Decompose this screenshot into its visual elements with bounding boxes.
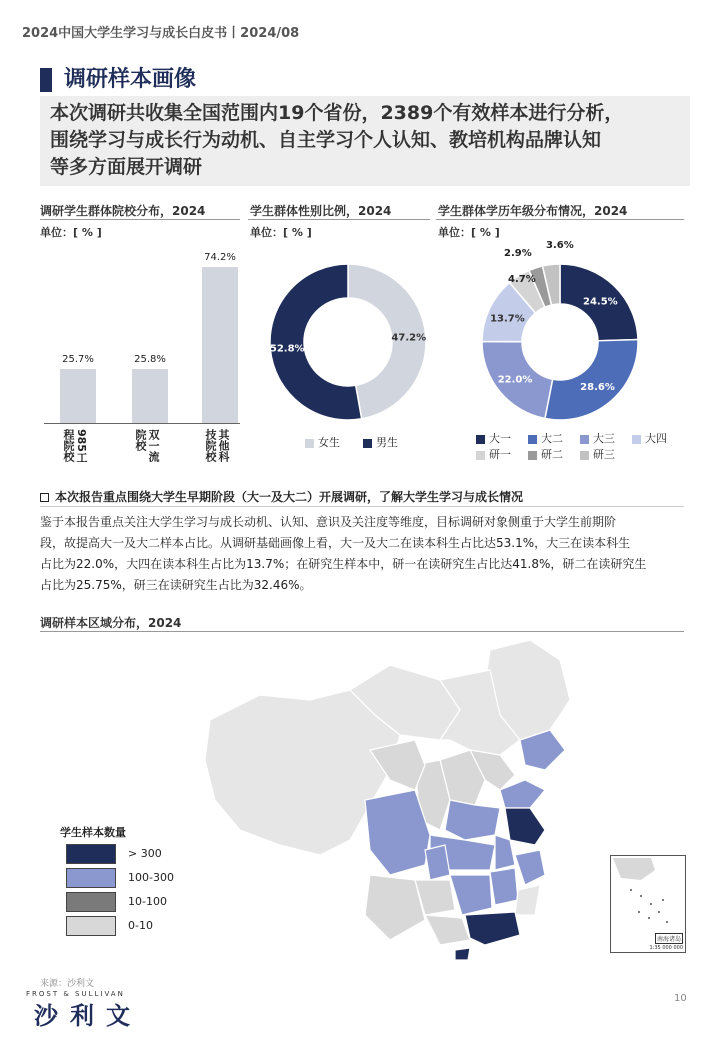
legend-label: 大三 [593, 432, 615, 445]
legend-label: 男生 [376, 436, 398, 449]
map-region-chongqing [425, 845, 450, 880]
inset-label: 南海诸岛 [655, 933, 683, 944]
donut-callout-label: 4.7% [508, 274, 536, 285]
bar-category-label [62, 429, 88, 463]
map-title: 调研样本区域分布，2024 [40, 616, 182, 630]
divider [248, 219, 430, 220]
inset-map [611, 856, 685, 936]
bar-value-label: 25.8% [134, 353, 166, 365]
map-region-fujian [515, 885, 540, 915]
legend-label: 研一 [489, 448, 511, 461]
map-legend-row [66, 844, 196, 866]
note-body [40, 512, 646, 596]
legend-item [476, 446, 511, 462]
note-line: 鉴于本报告重点关注大学生学习与成长动机、认知、意识及关注度等维度，目标调研对象侧重于大学生前期阶 [40, 515, 617, 529]
legend-label: 女生 [318, 436, 340, 449]
legend-item [580, 446, 615, 462]
bar-category-text: 985工 [75, 429, 88, 463]
gender-donut [268, 262, 428, 422]
map-legend-row [66, 916, 196, 938]
donut-callout-label: 3.6% [546, 240, 574, 251]
legend-item [528, 446, 563, 462]
legend-item [476, 430, 511, 446]
map-region-jiangsu [505, 808, 545, 845]
legend-item [528, 430, 563, 446]
map-region-hunan [450, 875, 492, 915]
map-region-zhejiang [515, 850, 545, 885]
title-accent-bar [40, 68, 52, 92]
map-region-yunnan [365, 875, 425, 940]
logo-en: FROST & SULLIVAN [26, 990, 125, 998]
grade-callouts [480, 236, 640, 285]
legend-swatch [476, 451, 485, 460]
donut-callout-label: 2.9% [504, 248, 532, 259]
source-note: 来源：沙利文 [40, 979, 95, 989]
legend-swatch [580, 435, 589, 444]
map-region-guangxi [425, 915, 470, 945]
map-legend-swatch [66, 844, 116, 864]
bar [60, 369, 96, 423]
unit-label: 单位：[ % ] [438, 226, 500, 239]
legend-swatch [632, 435, 641, 444]
document-header: 2024中国大学生学习与成长白皮书丨2024/08 [22, 26, 300, 41]
page-number: 10 [674, 993, 687, 1004]
note-line: 占比为22.0%，大四在读本科生占比为13.7%；在研究生样本中，研一在读研究生占比达41.8%，研二在读研究生 [40, 557, 647, 571]
south-sea-inset [610, 855, 686, 953]
donut-value-label: 52.8% [269, 343, 305, 355]
map-legend-swatch [66, 868, 116, 888]
donut-slice [270, 264, 362, 420]
bar-category-text: 院校 [134, 429, 147, 451]
map-legend-title: 学生样本数量 [60, 826, 126, 839]
map-region-guangdong [465, 912, 520, 945]
legend-item [305, 434, 340, 450]
legend-label: 大四 [645, 432, 667, 445]
donut-value-label: 47.2% [391, 332, 427, 344]
summary-line: 等多方面展开调研 [50, 156, 203, 178]
map-legend-label: 0-10 [128, 919, 153, 932]
chart-title-grade: 学生群体学历年级分布情况，2024 [438, 204, 628, 218]
donut-value-label: 13.7% [490, 313, 525, 325]
bar-category-text: 其他科 [217, 429, 230, 462]
legend-item [632, 430, 667, 446]
bar [132, 369, 168, 423]
summary-box [40, 96, 690, 186]
map-region-hainan [455, 948, 470, 960]
map-region-jiangxi [490, 868, 518, 905]
divider [436, 219, 684, 220]
inset-scale: 1:35 000 000 [649, 945, 683, 951]
map-legend-row [66, 868, 196, 890]
legend-item [363, 434, 398, 450]
map-legend-label: 100-300 [128, 871, 174, 884]
divider [40, 219, 240, 220]
divider [40, 631, 684, 632]
unit-label: 单位：[ % ] [250, 226, 312, 239]
chart-title-school: 调研学生群体院校分布，2024 [40, 204, 206, 218]
unit-label: 单位：[ % ] [40, 226, 102, 239]
legend-label: 研二 [541, 448, 563, 461]
summary-line: 本次调研共收集全国范围内19个省份，2389个有效样本进行分析， [50, 102, 624, 124]
bar [202, 267, 238, 423]
map-legend-label: > 300 [128, 847, 162, 860]
note-heading [40, 488, 523, 505]
divider [40, 506, 684, 507]
checkbox-icon [40, 493, 49, 502]
legend-item [580, 430, 615, 446]
bar-category-text: 技院校 [204, 429, 217, 462]
map-region-henan [445, 800, 500, 840]
x-axis [44, 423, 240, 424]
map-legend-swatch [66, 892, 116, 912]
donut-slice [545, 340, 638, 420]
legend-swatch [528, 451, 537, 460]
map-region-shandong [500, 780, 545, 808]
donut-value-label: 22.0% [497, 374, 533, 386]
donut-value-label: 24.5% [583, 296, 618, 308]
note-heading-text: 本次报告重点围绕大学生早期阶段（大一及大二）开展调研，了解大学生学习与成长情况 [55, 490, 524, 504]
map-legend-row [66, 892, 196, 914]
chart-title-gender: 学生群体性别比例，2024 [250, 204, 392, 218]
legend-swatch [580, 451, 589, 460]
bar-category-label [134, 429, 160, 462]
legend-label: 大二 [541, 432, 563, 445]
china-map [200, 640, 620, 960]
note-line: 段，故提高大一及大二样本占比。从调研基础画像上看，大一及大二在读本科生占比达53.1%，大三在读本科生 [40, 536, 631, 550]
legend-swatch [363, 439, 372, 448]
logo-cn: 沙利文 [34, 1002, 142, 1030]
map-legend-label: 10-100 [128, 895, 167, 908]
bar-category-text: 程院校 [62, 429, 75, 462]
legend-swatch [476, 435, 485, 444]
legend-label: 大一 [489, 432, 511, 445]
page-title: 调研样本画像 [64, 67, 197, 92]
bar-chart [40, 230, 240, 470]
legend-swatch [528, 435, 537, 444]
bar-category-label [204, 429, 230, 462]
map-legend-swatch [66, 916, 116, 936]
bar-value-label: 74.2% [204, 252, 236, 264]
summary-line: 围绕学习与成长行为动机、自主学习个人认知、教培机构品牌认知 [50, 129, 602, 151]
grade-donut [480, 262, 640, 422]
bar-value-label: 25.7% [62, 354, 94, 366]
note-line: 占比为25.75%，研三在读研究生占比为32.46%。 [40, 578, 312, 592]
bar-category-text: 双一流 [147, 429, 160, 462]
legend-label: 研三 [593, 448, 615, 461]
legend-swatch [305, 439, 314, 448]
donut-value-label: 28.6% [580, 382, 615, 394]
